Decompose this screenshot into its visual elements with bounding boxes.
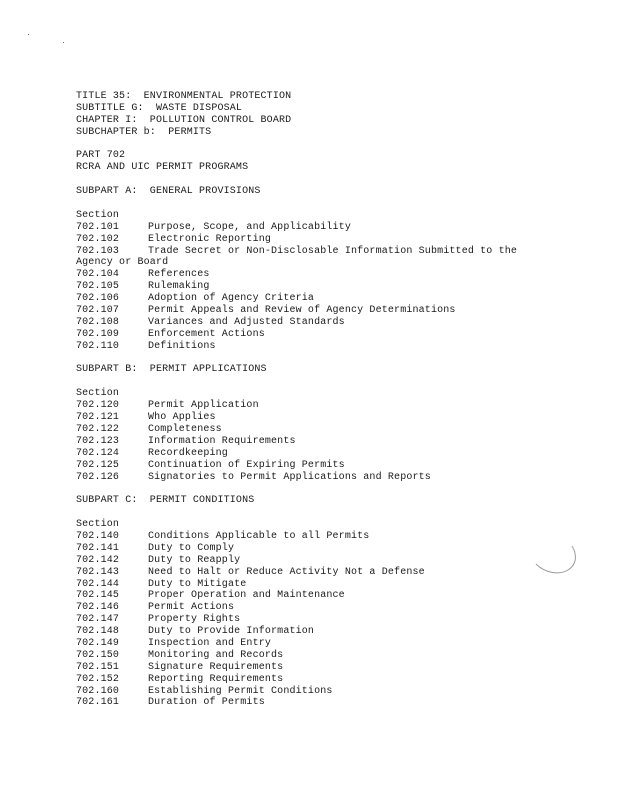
section-row (76, 234, 606, 246)
pen-stroke-mark (534, 542, 584, 578)
section-number: 702.124 (76, 447, 120, 459)
section-row (76, 317, 606, 329)
section-title: Proper Operation and Maintenance (148, 590, 345, 602)
subpart-heading: SUBPART C: PERMIT CONDITIONS (76, 495, 255, 507)
section-row (76, 305, 606, 317)
pen-stroke-path (536, 546, 575, 573)
section-number: 702.107 (76, 305, 120, 317)
section-number: 702.125 (76, 459, 120, 471)
section-row (76, 293, 606, 305)
section-title: Continuation of Expiring Permits (148, 459, 345, 471)
section-number: 702.101 (76, 221, 120, 233)
part-name: RCRA AND UIC PERMIT PROGRAMS (76, 162, 249, 174)
section-row (76, 626, 606, 638)
spacer (76, 198, 606, 210)
chapter-line: CHAPTER I: POLLUTION CONTROL BOARD (76, 114, 292, 126)
section-number: 702.102 (76, 233, 120, 245)
section-row (76, 674, 606, 686)
section-row (76, 341, 606, 353)
section-title: Signature Requirements (148, 661, 284, 673)
section-title: References (148, 269, 210, 281)
section-title: Permit Appeals and Review of Agency Determinations (148, 305, 456, 317)
spacer (76, 174, 606, 186)
section-row (76, 246, 606, 258)
subpart-heading: SUBPART A: GENERAL PROVISIONS (76, 186, 261, 198)
section-title: Duration of Permits (148, 697, 265, 709)
section-number: 702.146 (76, 602, 120, 614)
section-number: 702.151 (76, 661, 120, 673)
section-row (76, 424, 606, 436)
section-number: 702.126 (76, 471, 120, 483)
section-title: Variances and Adjusted Standards (148, 316, 345, 328)
section-row (76, 650, 606, 662)
section-number: 702.144 (76, 578, 120, 590)
section-row (76, 697, 606, 709)
section-title: Electronic Reporting (148, 233, 272, 245)
subchapter-line: SUBCHAPTER b: PERMITS (76, 126, 212, 138)
section-number: 702.143 (76, 566, 120, 578)
section-number: 702.145 (76, 590, 120, 602)
section-title: Monitoring and Records (148, 649, 284, 661)
section-number: 702.141 (76, 542, 120, 554)
section-row (76, 602, 606, 614)
section-row (76, 638, 606, 650)
section-number: 702.108 (76, 316, 120, 328)
spacer (76, 507, 606, 519)
section-number: 702.122 (76, 423, 120, 435)
section-row (76, 543, 606, 555)
section-row (76, 531, 606, 543)
section-title: Duty to Reapply (148, 554, 241, 566)
section-number: 702.150 (76, 649, 120, 661)
section-title: Duty to Comply (148, 542, 235, 554)
section-number: 702.120 (76, 400, 120, 412)
section-row (76, 460, 606, 472)
section-title: Permit Application (148, 400, 259, 412)
section-number: 702.161 (76, 697, 120, 709)
section-row (76, 222, 606, 234)
section-title: Reporting Requirements (148, 673, 284, 685)
section-number: 702.103 (76, 245, 120, 257)
section-row (76, 269, 606, 281)
part-number: PART 702 (76, 150, 126, 162)
section-number: 702.142 (76, 554, 120, 566)
section-title: Property Rights (148, 614, 241, 626)
section-title: Purpose, Scope, and Applicability (148, 221, 351, 233)
section-row (76, 448, 606, 460)
section-row (76, 472, 606, 484)
subtitle-line: SUBTITLE G: WASTE DISPOSAL (76, 102, 243, 114)
section-number: 702.123 (76, 435, 120, 447)
section-number: 702.106 (76, 293, 120, 305)
section-title: Duty to Mitigate (148, 578, 247, 590)
section-number: 702.121 (76, 412, 120, 424)
section-title: Establishing Permit Conditions (148, 685, 333, 697)
section-title-continuation: Agency or Board (76, 257, 169, 269)
section-row (76, 281, 606, 293)
section-title: Adoption of Agency Criteria (148, 293, 315, 305)
section-row (76, 436, 606, 448)
section-title: Inspection and Entry (148, 637, 272, 649)
section-label: Section (76, 388, 120, 400)
section-title: Enforcement Actions (148, 328, 265, 340)
section-title: Need to Halt or Reduce Activity Not a Defense (148, 566, 425, 578)
section-title: Who Applies (148, 412, 216, 424)
spacer (76, 483, 606, 495)
title-line: TITLE 35: ENVIRONMENTAL PROTECTION (76, 91, 292, 102)
section-number: 702.149 (76, 637, 120, 649)
subpart-heading: SUBPART B: PERMIT APPLICATIONS (76, 364, 267, 376)
spacer (76, 353, 606, 365)
section-label: Section (76, 209, 120, 221)
scan-speck (63, 42, 64, 43)
section-row (76, 614, 606, 626)
section-number: 702.110 (76, 340, 120, 352)
section-number: 702.109 (76, 328, 120, 340)
section-title: Permit Actions (148, 602, 235, 614)
section-number: 702.148 (76, 626, 120, 638)
spacer (76, 376, 606, 388)
section-title: Definitions (148, 340, 216, 352)
section-row (76, 555, 606, 567)
section-number: 702.104 (76, 269, 120, 281)
section-row (76, 412, 606, 424)
section-row (76, 567, 606, 579)
spacer (76, 139, 606, 151)
section-row (76, 662, 606, 674)
section-number: 702.160 (76, 685, 120, 697)
section-title: Conditions Applicable to all Permits (148, 530, 370, 542)
section-label: Section (76, 519, 120, 531)
section-title: Rulemaking (148, 281, 210, 293)
document-page (76, 91, 606, 709)
section-title: Information Requirements (148, 435, 296, 447)
section-number: 702.105 (76, 281, 120, 293)
section-row (76, 400, 606, 412)
section-title: Duty to Provide Information (148, 626, 315, 638)
section-title: Signatories to Permit Applications and Reports (148, 471, 431, 483)
pen-stroke-tail (572, 546, 575, 556)
section-row (76, 329, 606, 341)
section-row (76, 590, 606, 602)
section-number: 702.147 (76, 614, 120, 626)
section-row (76, 579, 606, 591)
section-title: Completeness (148, 423, 222, 435)
scan-speck (28, 34, 29, 35)
section-title: Trade Secret or Non-Disclosable Information Submitted to the (148, 245, 518, 257)
section-number: 702.140 (76, 530, 120, 542)
section-title: Recordkeeping (148, 447, 228, 459)
section-row (76, 686, 606, 698)
section-number: 702.152 (76, 673, 120, 685)
